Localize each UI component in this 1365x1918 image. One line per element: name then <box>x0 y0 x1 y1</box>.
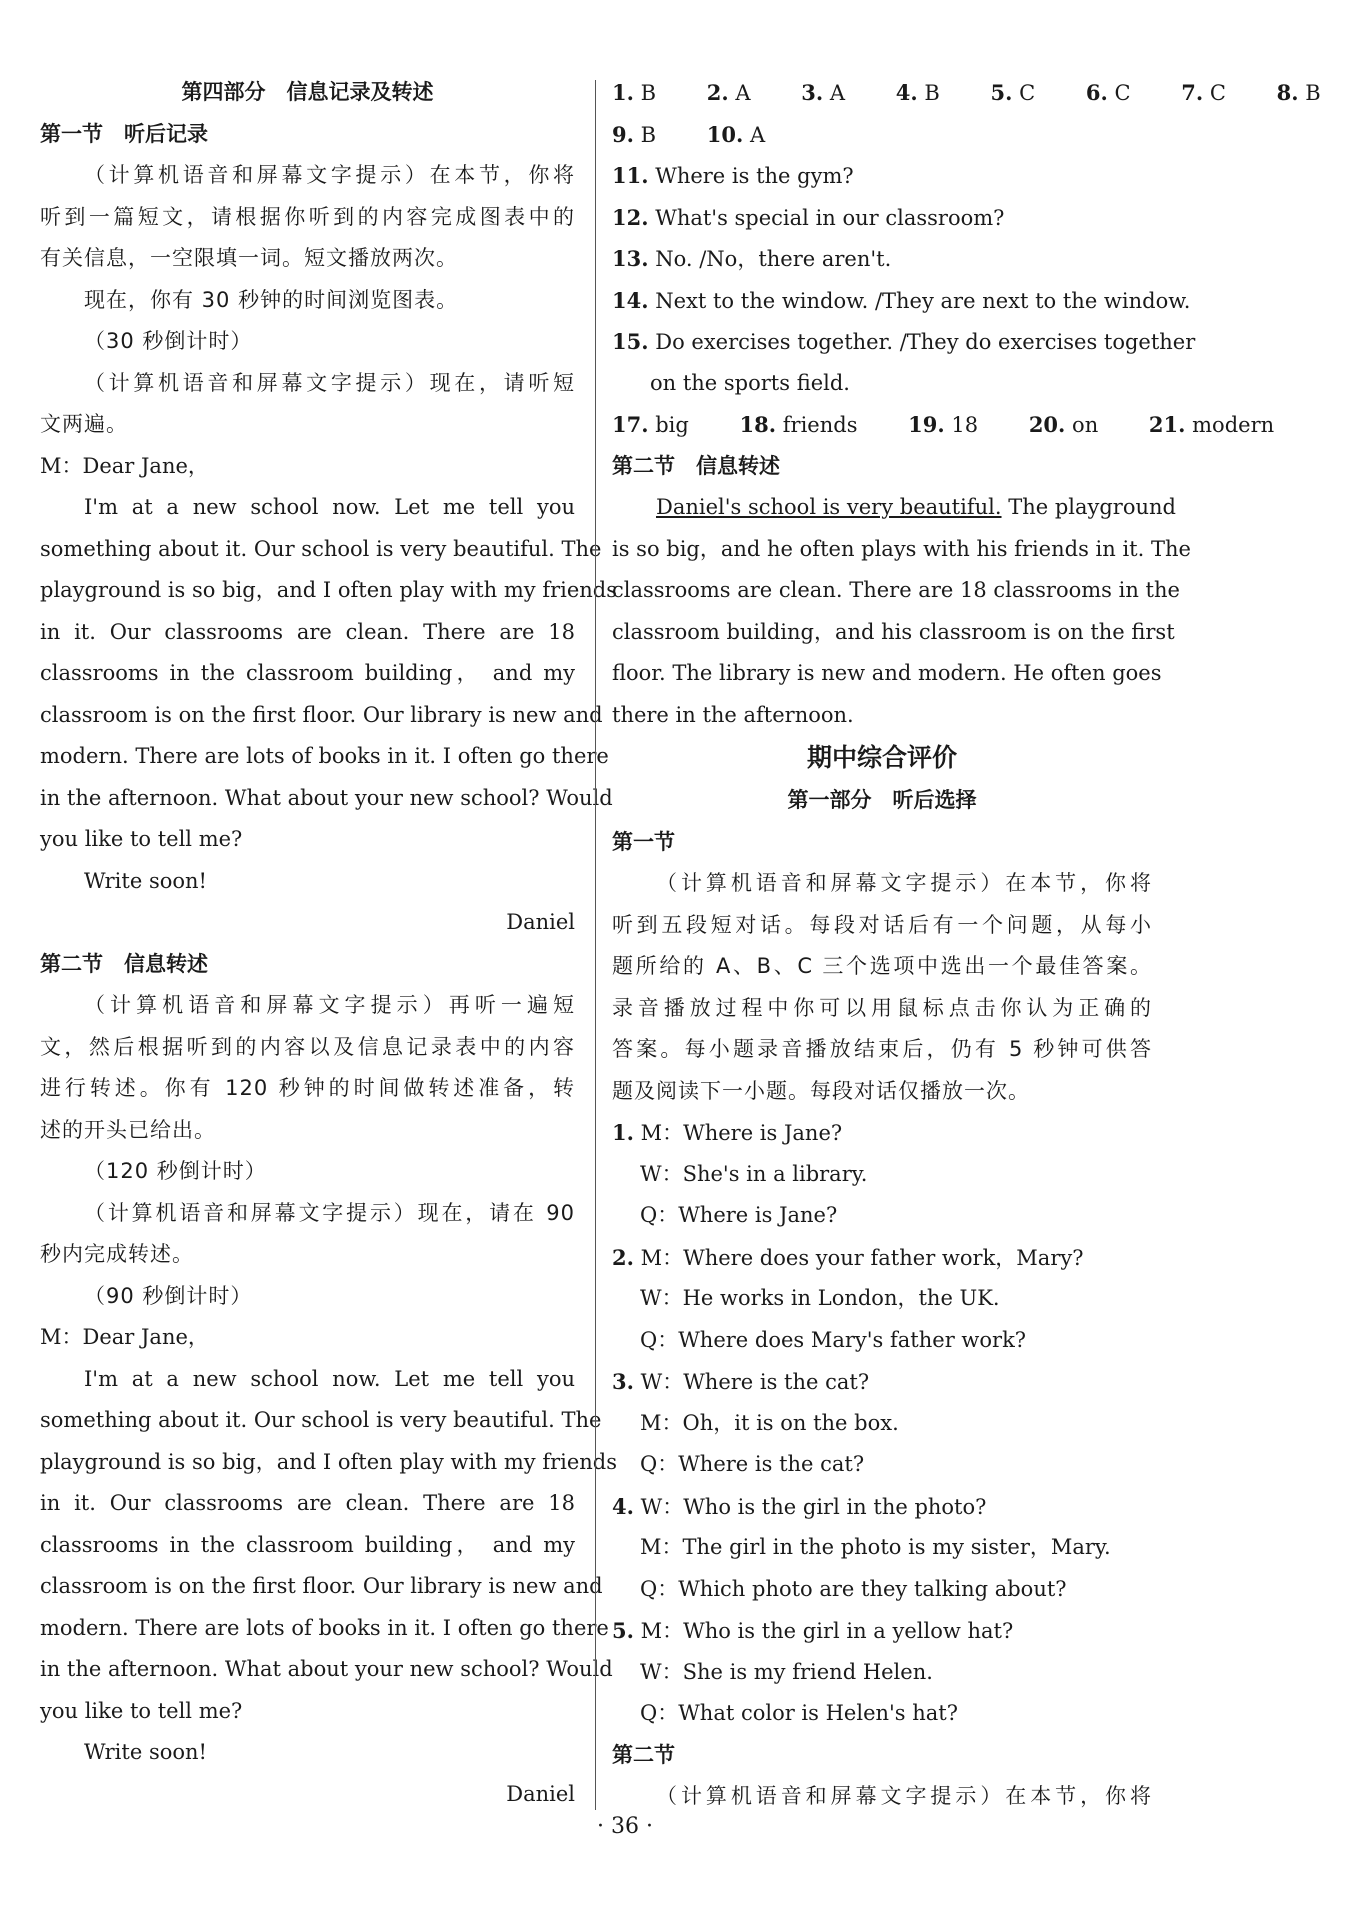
intro-line: （计算机语音和屏幕文字提示）在本节，你将 <box>84 163 575 187</box>
dialogue-line: W：She is my friend Helen. <box>640 1659 933 1684</box>
retell-line: classrooms are clean. There are 18 classrooms in the <box>612 578 1180 602</box>
intro-line: （90 秒倒计时） <box>84 1283 253 1308</box>
answer-line: 11. Where is the gym? <box>612 163 854 188</box>
dialogue-line: 1. M：Where is Jane? <box>612 1120 843 1145</box>
letter-signature: Daniel <box>506 1781 575 1806</box>
section-title: 第一节 <box>612 829 675 854</box>
intro-line: 秒内完成转述。 <box>40 1242 194 1266</box>
right-column <box>612 72 1321 1818</box>
intro-line: （30 秒倒计时） <box>84 329 253 353</box>
retell-given-start: Daniel's school is very beautiful. <box>656 495 1002 519</box>
dialogue-line: 5. M：Who is the girl in a yellow hat? <box>612 1618 1014 1643</box>
dialogue-line: Q：Which photo are they talking about? <box>640 1576 1067 1601</box>
answer-item: 17. big <box>612 412 689 437</box>
letter-line: something about it. Our school is very beautiful. The <box>40 536 602 561</box>
answer-item: 2. A <box>706 80 751 105</box>
letter-line: playground is so big，and I often play with my friends <box>40 1449 618 1474</box>
answer-item: 18. friends <box>739 412 858 437</box>
column-divider <box>595 80 596 1810</box>
dialogue-line: 2. M：Where does your father work，Mary? <box>612 1244 1084 1270</box>
intro-line: 答案。每小题录音播放结束后，仍有 5 秒钟可供答 <box>612 1037 1152 1061</box>
dialogue-line: M：The girl in the photo is my sister，Mary. <box>640 1535 1111 1559</box>
letter-signature: Daniel <box>506 910 575 934</box>
dialogue-line: M：Oh，it is on the box. <box>640 1410 899 1435</box>
section-title: 第二节 信息转述 <box>612 453 780 478</box>
retell-line: there in the afternoon. <box>612 702 854 727</box>
section-title: 第一节 听后记录 <box>40 121 208 146</box>
answer-row <box>612 404 1275 446</box>
dialogue-line: Q：Where is Jane? <box>640 1203 838 1227</box>
intro-line: 述的开头已给出。 <box>40 1117 216 1142</box>
left-column <box>40 72 618 1815</box>
letter-line: M：Dear Jane， <box>40 1325 209 1349</box>
answer-item: 6. C <box>1085 80 1131 105</box>
intro-line: 听到一篇短文，请根据你听到的内容完成图表中的 <box>40 204 575 229</box>
letter-line: in the afternoon. What about your new school? Would <box>40 785 613 810</box>
letter-line: modern. There are lots of books in it. I often go there <box>40 1615 609 1640</box>
retell-line: floor. The library is new and modern. He often goes <box>612 661 1162 685</box>
section-title: 第二节 <box>612 1742 675 1767</box>
answer-line: 13. No. /No，there aren't. <box>612 246 892 271</box>
intro-line: 题所给的 A、B、C 三个选项中选出一个最佳答案。 <box>612 954 1152 978</box>
dialogue-line: Q：Where does Mary's father work? <box>640 1327 1027 1352</box>
answer-line: 14. Next to the window. /They are next to the window. <box>612 287 1191 313</box>
dialogue-line: Q：What color is Helen's hat? <box>640 1701 958 1725</box>
retell-line: Daniel's school is very beautiful. The playground <box>656 495 1176 519</box>
dialogue-line: 4. W：Who is the girl in the photo? <box>612 1493 987 1519</box>
page-number: · 36 · <box>597 1814 653 1839</box>
intro-line: 录音播放过程中你可以用鼠标点击你认为正确的 <box>612 995 1152 1020</box>
answer-continuation: on the sports field. <box>650 370 850 395</box>
intro-line: （计算机语音和屏幕文字提示）在本节，你将 <box>656 871 1152 895</box>
letter-line: in it. Our classrooms are clean. There are 18 <box>40 619 575 644</box>
letter-line: I'm at a new school now. Let me tell you <box>84 1366 575 1391</box>
answer-item: 10. A <box>706 121 766 147</box>
answer-item: 21. modern <box>1148 412 1275 437</box>
answer-item: 9. B <box>612 121 657 147</box>
answer-item: 19. 18 <box>908 412 979 437</box>
letter-line: Write soon! <box>84 868 207 893</box>
letter-line: classroom is on the first floor. Our library is new and <box>40 1574 603 1598</box>
dialogue-line: W：He works in London，the UK. <box>640 1286 1000 1310</box>
intro-line: （计算机语音和屏幕文字提示）在本节，你将 <box>656 1784 1152 1808</box>
intro-line: （计算机语音和屏幕文字提示）再听一遍短 <box>84 993 575 1017</box>
answer-row <box>612 72 1321 114</box>
part-title: 第四部分 信息记录及转述 <box>181 80 434 104</box>
letter-line: I'm at a new school now. Let me tell you <box>84 495 575 519</box>
answer-item: 20. on <box>1028 412 1099 437</box>
letter-line: Write soon! <box>84 1740 207 1764</box>
answer-item: 7. C <box>1181 80 1226 105</box>
retell-line: is so big，and he often plays with his friends in it. The <box>612 536 1191 561</box>
retell-line: classroom building，and his classroom is on the first <box>612 619 1175 644</box>
intro-line: （120 秒倒计时） <box>84 1159 267 1183</box>
intro-line: 听到五段短对话。每段对话后有一个问题，从每小 <box>612 912 1152 937</box>
dialogue-line: 3. W：Where is the cat? <box>612 1369 870 1394</box>
answer-item: 4. B <box>895 80 940 105</box>
intro-line: 文两遍。 <box>40 412 128 436</box>
letter-line: classroom is on the first floor. Our library is new and <box>40 702 603 727</box>
letter-line: M：Dear Jane， <box>40 453 209 478</box>
answer-line: 15. Do exercises together. /They do exercises together <box>612 329 1196 354</box>
answer-item: 8. B <box>1276 80 1321 105</box>
letter-line: in it. Our classrooms are clean. There are 18 <box>40 1491 575 1515</box>
intro-line: 现在，你有 30 秒钟的时间浏览图表。 <box>84 287 459 312</box>
letter-line: classrooms in the classroom building， and my <box>40 661 575 685</box>
intro-line: （计算机语音和屏幕文字提示）现在，请听短 <box>84 370 575 395</box>
midterm-title: 期中综合评价 <box>806 743 957 772</box>
letter-line: classrooms in the classroom building， and my <box>40 1532 575 1557</box>
intro-line: 有关信息，一空限填一词。短文播放两次。 <box>40 246 458 270</box>
intro-line: 进行转述。你有 120 秒钟的时间做转述准备，转 <box>40 1076 575 1100</box>
letter-line: playground is so big，and I often play with my friends <box>40 578 618 602</box>
dialogue-line: Q：Where is the cat? <box>640 1452 865 1476</box>
intro-line: 文，然后根据听到的内容以及信息记录表中的内容 <box>40 1034 575 1059</box>
answer-item: 5. C <box>990 80 1036 105</box>
letter-line: you like to tell me? <box>40 827 243 851</box>
intro-line: （计算机语音和屏幕文字提示）现在，请在 90 <box>84 1200 575 1225</box>
intro-line: 题及阅读下一小题。每段对话仅播放一次。 <box>612 1078 1030 1103</box>
answer-item: 1. B <box>612 80 657 105</box>
answer-row <box>612 114 1152 156</box>
letter-line: in the afternoon. What about your new school? Would <box>40 1657 613 1681</box>
letter-line: you like to tell me? <box>40 1698 243 1723</box>
dialogue-line: W：She's in a library. <box>640 1161 868 1186</box>
letter-line: something about it. Our school is very beautiful. The <box>40 1408 602 1432</box>
answer-line: 12. What's special in our classroom? <box>612 204 1005 230</box>
letter-line: modern. There are lots of books in it. I often go there <box>40 744 609 768</box>
part-title: 第一部分 听后选择 <box>787 788 977 812</box>
answer-item: 3. A <box>801 80 846 105</box>
section-title: 第二节 信息转述 <box>40 951 208 976</box>
